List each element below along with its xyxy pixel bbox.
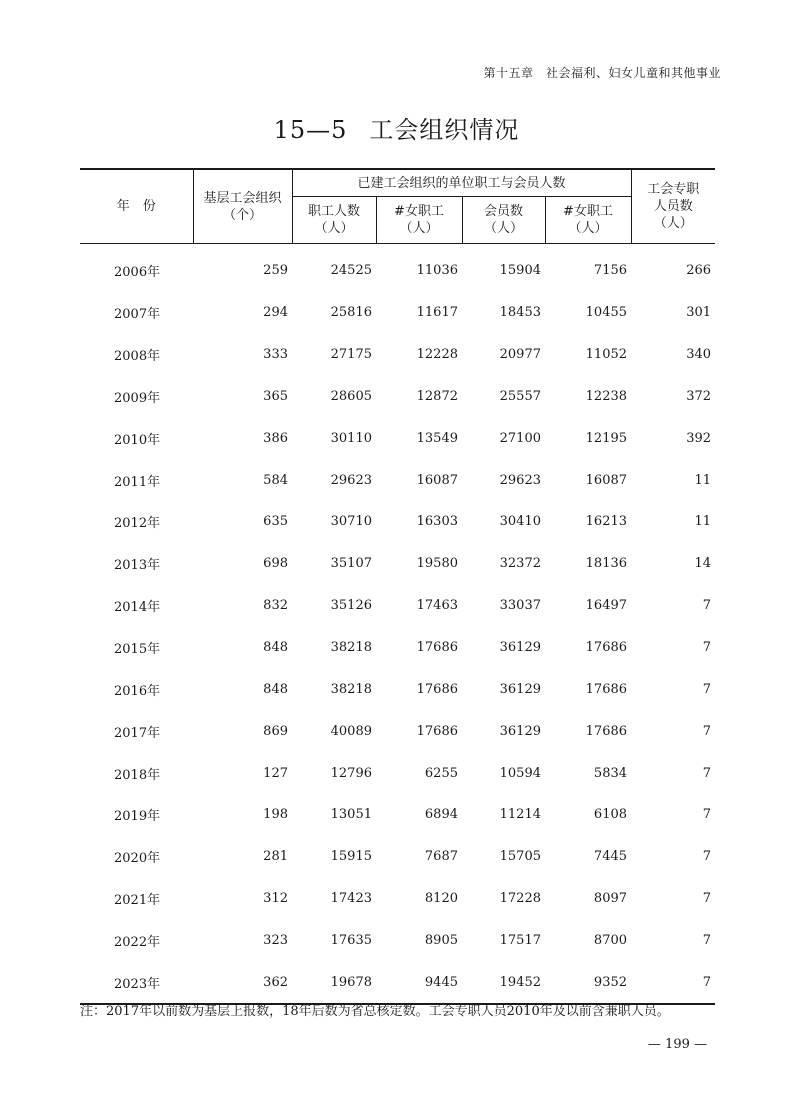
cell-fulltime-staff: 7 (702, 723, 712, 739)
cell-members: 17228 (499, 891, 541, 907)
cell-female-workers: 8120 (424, 891, 458, 907)
cell-org-count: 198 (263, 807, 288, 823)
cell-workers: 40089 (330, 723, 372, 739)
cell-workers: 38218 (330, 681, 372, 697)
cell-fulltime-staff: 340 (686, 347, 712, 363)
cell-female-workers: 16303 (416, 514, 458, 530)
table-row (80, 627, 715, 669)
header-members-unit: （人） (483, 221, 523, 236)
header-fulltime-staff (631, 169, 715, 244)
cell-members: 30410 (499, 514, 541, 530)
cell-members: 18453 (499, 305, 541, 321)
cell-workers: 38218 (330, 640, 372, 656)
cell-female-workers: 13549 (416, 430, 458, 446)
header-org-count (193, 169, 292, 244)
table-row (80, 920, 715, 962)
cell-year: 2009年 (114, 390, 161, 406)
cell-org-count: 365 (263, 388, 288, 404)
cell-org-count: 386 (263, 430, 288, 446)
cell-female-members: 7156 (593, 263, 628, 279)
cell-female-members: 8097 (593, 891, 628, 907)
cell-female-members: 12238 (585, 388, 628, 404)
cell-female-workers: 12228 (416, 347, 458, 363)
cell-org-count: 294 (263, 305, 288, 321)
cell-female-members: 17686 (585, 640, 628, 656)
cell-members: 10594 (499, 765, 541, 781)
table-title: 工会组织情况 (369, 116, 520, 144)
header-org-count-label: 基层工会组织 (203, 190, 282, 206)
cell-female-members: 5834 (593, 765, 628, 781)
header-workers-unit: （人） (314, 221, 354, 236)
cell-fulltime-staff: 7 (702, 849, 712, 865)
cell-year: 2013年 (114, 558, 161, 574)
header-members (462, 197, 545, 244)
cell-female-workers: 7687 (424, 849, 458, 865)
cell-workers: 35107 (330, 556, 372, 572)
header-group: 已建工会组织的单位职工与会员人数 (292, 169, 631, 197)
footnote: 注：2017年以前数为基层上报数，18年后数为省总核定数。工会专职人员2010年及以前含兼职人员。 (80, 1004, 670, 1019)
cell-org-count: 362 (193, 961, 292, 1004)
header-female-members-unit: （人） (568, 221, 608, 236)
cell-female-workers: 17686 (416, 723, 458, 739)
cell-workers: 24525 (330, 263, 372, 279)
table-row (80, 752, 715, 794)
cell-fulltime-staff: 301 (686, 305, 712, 321)
cell-members: 15705 (499, 849, 541, 865)
page-number: — 199 — (647, 1037, 707, 1052)
cell-female-members: 16497 (585, 598, 628, 614)
table-row (80, 585, 715, 627)
cell-members: 20977 (499, 347, 541, 363)
cell-org-count: 323 (263, 932, 288, 948)
cell-fulltime-staff: 7 (702, 932, 712, 948)
table-row (80, 376, 715, 418)
cell-workers: 19678 (292, 961, 376, 1004)
cell-members: 36129 (499, 681, 541, 697)
cell-workers: 30110 (330, 430, 372, 446)
cell-female-members: 16213 (585, 514, 628, 530)
cell-female-workers: 17686 (416, 640, 458, 656)
cell-members: 36129 (499, 723, 541, 739)
cell-members: 32372 (499, 556, 541, 572)
header-female-workers-label: #女职工 (394, 204, 444, 219)
cell-workers: 12796 (330, 765, 372, 781)
cell-members: 15904 (499, 263, 541, 279)
cell-female-workers: 17686 (416, 681, 458, 697)
header-members-label: 会员数 (483, 204, 523, 219)
cell-year: 2017年 (114, 725, 161, 741)
table-row (80, 961, 715, 1004)
cell-workers: 13051 (330, 807, 372, 823)
cell-fulltime-staff: 14 (694, 556, 712, 572)
cell-members: 17517 (499, 932, 541, 948)
header-workers-label: 职工人数 (307, 204, 360, 219)
table-row (80, 668, 715, 710)
cell-year: 2012年 (114, 516, 161, 532)
cell-org-count: 281 (263, 849, 288, 865)
cell-female-workers: 16087 (416, 472, 458, 488)
cell-org-count: 848 (263, 681, 288, 697)
cell-workers: 27175 (330, 347, 372, 363)
cell-fulltime-staff: 11 (694, 514, 712, 530)
cell-year: 2019年 (114, 809, 161, 825)
cell-female-workers: 11036 (416, 263, 458, 279)
cell-year: 2016年 (114, 683, 161, 699)
cell-fulltime-staff: 11 (694, 472, 712, 488)
cell-org-count: 848 (263, 640, 288, 656)
cell-female-members: 17686 (585, 681, 628, 697)
cell-female-members: 10455 (585, 305, 628, 321)
cell-female-workers: 12872 (416, 388, 458, 404)
header-female-members-label: #女职工 (563, 204, 613, 219)
cell-workers: 30710 (330, 514, 372, 530)
cell-year: 2006年 (114, 265, 161, 281)
cell-fulltime-staff: 266 (686, 263, 712, 279)
table-row (80, 794, 715, 836)
cell-female-members: 16087 (585, 472, 628, 488)
table-row (80, 878, 715, 920)
cell-year: 2023年 (80, 961, 193, 1004)
cell-year: 2014年 (114, 600, 161, 616)
cell-female-workers: 6255 (424, 765, 458, 781)
cell-female-members: 17686 (585, 723, 628, 739)
table-header (80, 169, 715, 244)
cell-workers: 35126 (330, 598, 372, 614)
cell-org-count: 127 (263, 765, 288, 781)
cell-female-workers: 8905 (424, 932, 458, 948)
cell-members: 25557 (499, 388, 541, 404)
cell-org-count: 584 (263, 472, 288, 488)
cell-members: 19452 (462, 961, 545, 1004)
table-number: 15—5 (273, 116, 348, 144)
cell-year: 2018年 (114, 767, 161, 783)
cell-workers: 17423 (330, 891, 372, 907)
cell-female-workers: 6894 (424, 807, 458, 823)
cell-female-members: 12195 (585, 430, 628, 446)
page-title (0, 110, 793, 145)
table-body (80, 244, 715, 1005)
cell-fulltime-staff: 7 (702, 598, 712, 614)
cell-members: 33037 (499, 598, 541, 614)
cell-fulltime-staff: 7 (631, 961, 715, 1004)
cell-org-count: 333 (263, 347, 288, 363)
cell-female-members: 8700 (593, 932, 628, 948)
header-year: 年 份 (80, 169, 193, 244)
cell-org-count: 259 (263, 263, 288, 279)
cell-female-members: 7445 (593, 849, 628, 865)
cell-female-workers: 17463 (416, 598, 458, 614)
cell-year: 2007年 (114, 307, 161, 323)
table-row (80, 836, 715, 878)
cell-workers: 29623 (330, 472, 372, 488)
cell-fulltime-staff: 372 (686, 388, 712, 404)
header-org-count-unit: （个） (222, 207, 262, 223)
table-row (80, 543, 715, 585)
cell-workers: 25816 (330, 305, 372, 321)
header-workers (292, 197, 376, 244)
cell-female-members: 11052 (585, 347, 628, 363)
cell-fulltime-staff: 392 (686, 430, 712, 446)
cell-org-count: 869 (263, 723, 288, 739)
cell-org-count: 698 (263, 556, 288, 572)
table-row (80, 292, 715, 334)
cell-female-members: 6108 (593, 807, 628, 823)
cell-fulltime-staff: 7 (702, 681, 712, 697)
cell-fulltime-staff: 7 (702, 765, 712, 781)
cell-fulltime-staff: 7 (702, 807, 712, 823)
cell-year: 2015年 (114, 642, 161, 658)
cell-org-count: 635 (263, 514, 288, 530)
table-row (80, 244, 715, 292)
cell-year: 2008年 (114, 349, 161, 365)
cell-fulltime-staff: 7 (702, 640, 712, 656)
cell-org-count: 312 (263, 891, 288, 907)
table-row (80, 710, 715, 752)
cell-female-workers: 11617 (416, 305, 458, 321)
cell-workers: 17635 (330, 932, 372, 948)
header-fulltime-staff-unit: （人） (653, 216, 693, 231)
cell-members: 11214 (499, 807, 541, 823)
table-row (80, 417, 715, 459)
header-female-workers-unit: （人） (399, 221, 439, 236)
cell-org-count: 832 (263, 598, 288, 614)
cell-year: 2022年 (114, 934, 161, 950)
cell-year: 2021年 (114, 893, 161, 909)
cell-female-workers: 9445 (376, 961, 462, 1004)
union-statistics-table (80, 168, 715, 1005)
running-head: 第十五章 社会福利、妇女儿童和其他事业 (483, 66, 721, 80)
cell-female-members: 18136 (585, 556, 628, 572)
cell-year: 2010年 (114, 432, 161, 448)
cell-female-members: 9352 (545, 961, 631, 1004)
cell-members: 29623 (499, 472, 541, 488)
table-row (80, 501, 715, 543)
cell-year: 2020年 (114, 851, 161, 867)
cell-workers: 15915 (330, 849, 372, 865)
table-row (80, 334, 715, 376)
cell-female-workers: 19580 (416, 556, 458, 572)
cell-year: 2011年 (114, 474, 161, 490)
header-female-workers (376, 197, 462, 244)
cell-fulltime-staff: 7 (702, 891, 712, 907)
table-row (80, 459, 715, 501)
cell-workers: 28605 (330, 388, 372, 404)
cell-members: 36129 (499, 640, 541, 656)
header-female-members (545, 197, 631, 244)
cell-members: 27100 (499, 430, 541, 446)
header-fulltime-staff-label: 工会专职人员数 (647, 182, 700, 214)
